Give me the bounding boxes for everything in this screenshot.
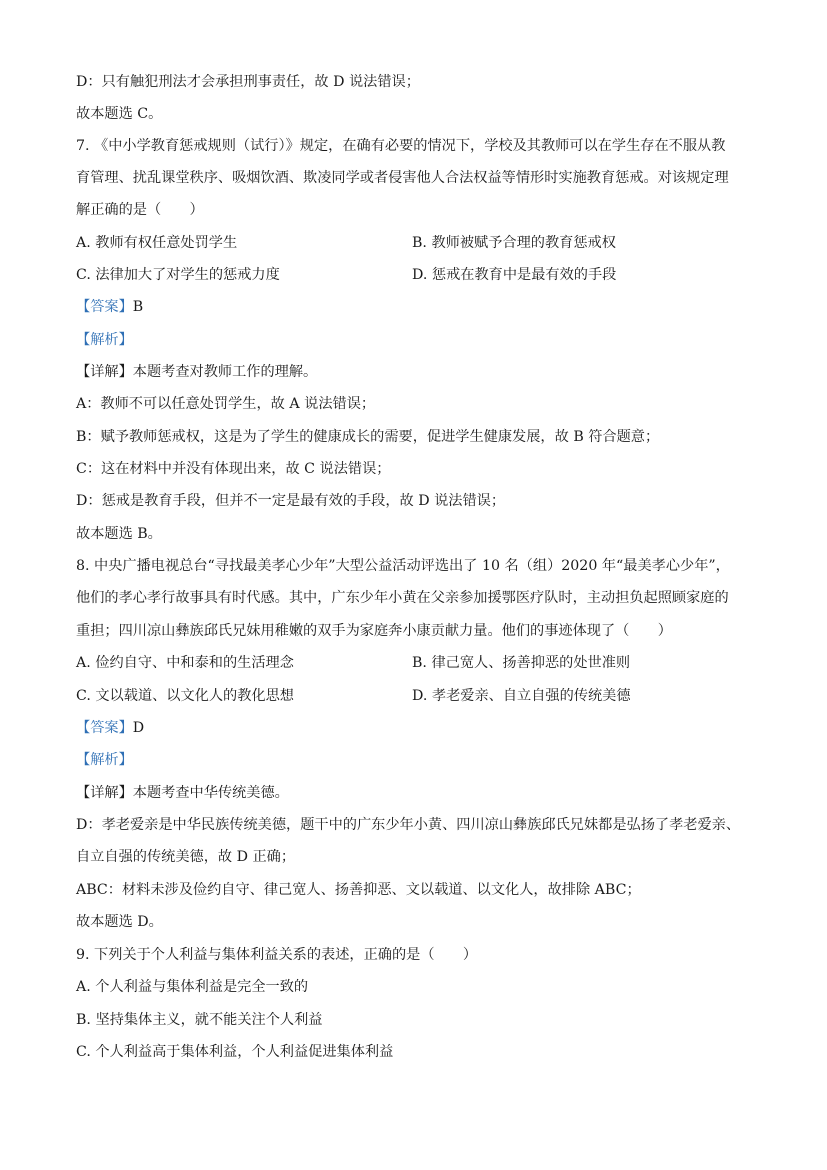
q6-conclusion: 故本题选 C。 [76, 106, 163, 122]
q8-analysis-tag: 【解析】 [76, 752, 133, 768]
q7-analysis-tag: 【解析】 [76, 332, 133, 348]
q7-option-d: D. 惩戒在教育中是最有效的手段 [412, 267, 617, 283]
q8-option-c: C. 文以载道、以文化人的教化思想 [76, 688, 294, 704]
q9-option-c: C. 个人利益高于集体利益，个人利益促进集体利益 [76, 1044, 394, 1060]
q7-detail [76, 362, 317, 382]
q7-detail-text: 本题考查对教师工作的理解。 [132, 364, 318, 380]
q8-option-d: D. 孝老爱亲、自立自强的传统美德 [412, 688, 631, 704]
q8-explain-abc: ABC：材料未涉及俭约自守、律己宽人、扬善抑恶、文以载道、以文化人，故排除 ABC； [76, 882, 641, 898]
q7-explain-a: A：教师不可以任意处罚学生，故 A 说法错误； [76, 396, 376, 412]
q7-detail-tag: 【详解】 [76, 364, 133, 380]
q8-answer-tag: 【答案】 [76, 720, 133, 736]
q6-explain-d: D：只有触犯刑法才会承担刑事责任，故 D 说法错误； [76, 74, 420, 90]
q9-option-b: B. 坚持集体主义，就不能关注个人利益 [76, 1012, 323, 1028]
q8-detail [76, 783, 289, 803]
q8-stem-line-3: 重担；四川凉山彝族邱氏兄妹用稚嫩的双手为家庭奔小康贡献力量。他们的事迹体现了（ ） [76, 623, 672, 639]
q7-conclusion: 故本题选 B。 [76, 526, 162, 542]
q7-explain-b: B：赋予教师惩戒权，这是为了学生的健康成长的需要，促进学生健康发展，故 B 符合题意； [76, 429, 660, 445]
q7-answer [76, 297, 143, 317]
q8-option-a: A. 俭约自守、中和泰和的生活理念 [76, 655, 294, 671]
q8-answer [76, 718, 144, 738]
q7-option-a: A. 教师有权任意处罚学生 [76, 235, 238, 251]
q8-answer-value: D [132, 720, 145, 736]
q9-stem: 9. 下列关于个人利益与集体利益关系的表述，正确的是（ ） [76, 947, 478, 963]
q7-stem-line-1: 7. 《中小学教育惩戒规则（试行）》规定，在确有必要的情况下，学校及其教师可以在学生存在不服从教 [76, 138, 726, 154]
q7-explain-d: D：惩戒是教育手段，但并不一定是最有效的手段，故 D 说法错误； [76, 493, 506, 509]
q7-answer-value: B [132, 299, 144, 315]
q8-conclusion: 故本题选 D。 [76, 914, 163, 930]
q8-stem-line-1: 8. 中央广播电视总台“寻找最美孝心少年”大型公益活动评选出了 10 名（组）2020 年“最美孝心少年”， [76, 558, 730, 574]
q8-explain-d-line-1: D：孝老爱亲是中华民族传统美德，题干中的广东少年小黄、四川凉山彝族邱氏兄妹都是弘扬了孝老爱亲、 [76, 817, 741, 833]
q7-answer-tag: 【答案】 [76, 299, 133, 315]
q7-stem-line-2: 育管理、扰乱课堂秩序、吸烟饮酒、欺凌同学或者侵害他人合法权益等情形时实施教育惩戒。对该规定理 [76, 170, 729, 186]
q7-explain-c: C：这在材料中并没有体现出来，故 C 说法错误； [76, 461, 391, 477]
q8-explain-d-line-2: 自立自强的传统美德，故 D 正确； [76, 849, 296, 865]
q8-option-b: B. 律己宽人、扬善抑恶的处世准则 [412, 655, 631, 671]
q8-detail-text: 本题考查中华传统美德。 [132, 785, 289, 801]
q7-option-c: C. 法律加大了对学生的惩戒力度 [76, 267, 280, 283]
q7-stem-line-3: 解正确的是（ ） [76, 202, 204, 218]
q9-option-a: A. 个人利益与集体利益是完全一致的 [76, 979, 309, 995]
q8-stem-line-2: 他们的孝心孝行故事具有时代感。其中，广东少年小黄在父亲参加援鄂医疗队时，主动担负起照顾家庭的 [76, 590, 729, 606]
q7-option-b: B. 教师被赋予合理的教育惩戒权 [412, 235, 616, 251]
q8-detail-tag: 【详解】 [76, 785, 133, 801]
